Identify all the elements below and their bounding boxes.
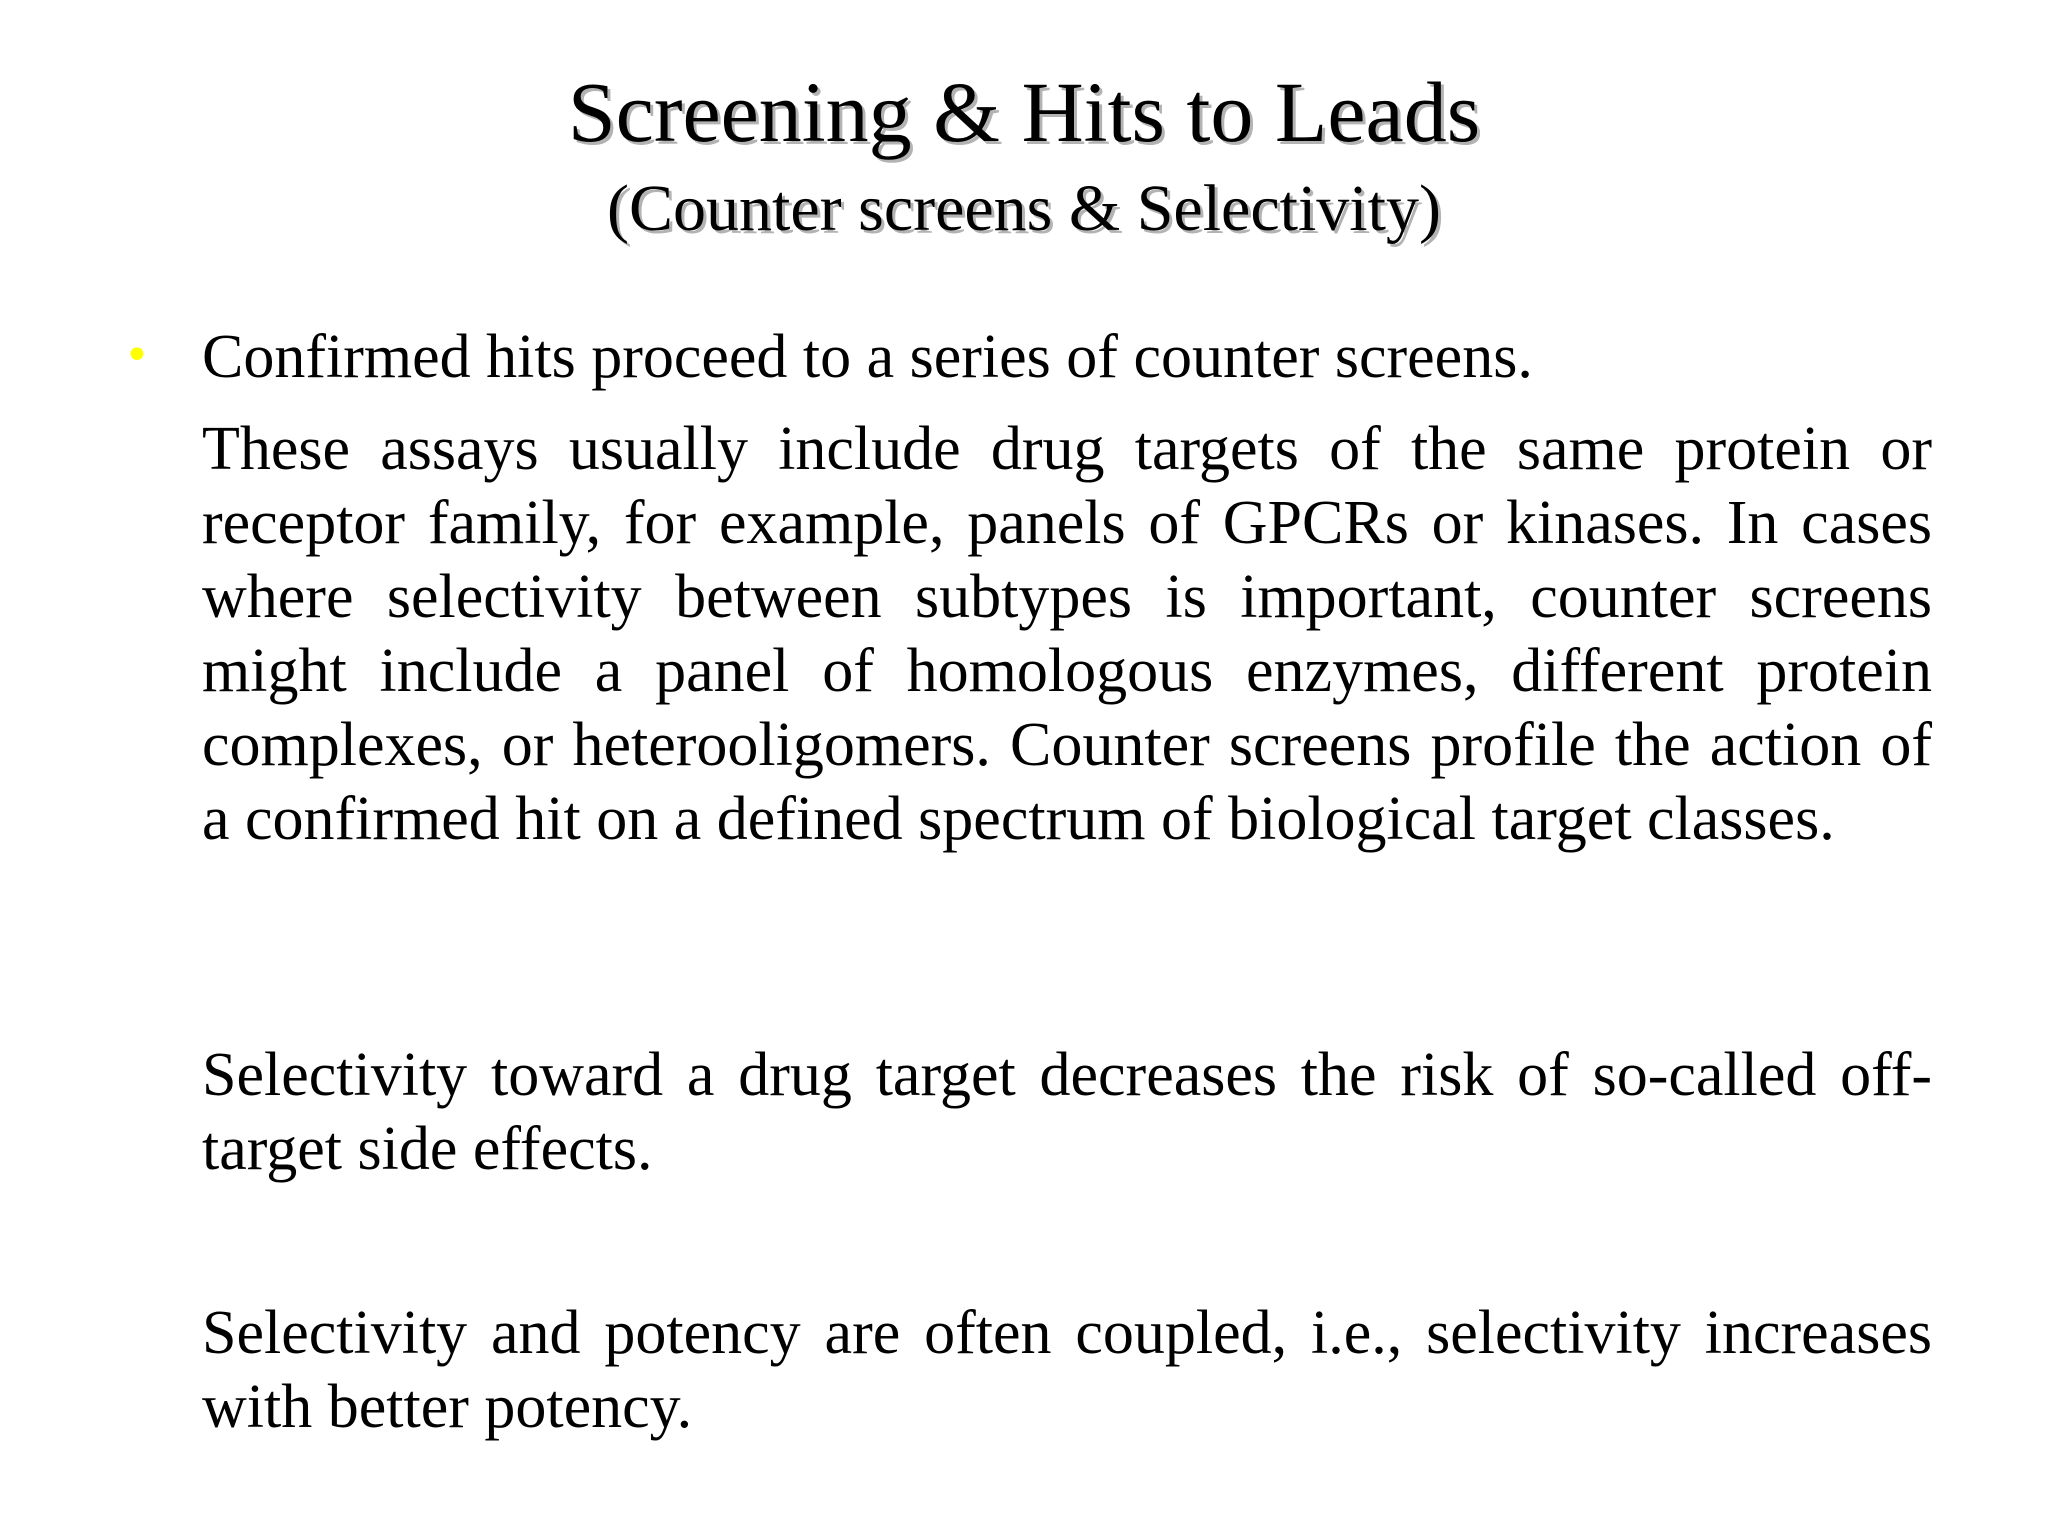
paragraph-selectivity-risk: Selectivity toward a drug target decreases the risk of so-called off-target side effects. — [202, 1041, 1932, 1183]
slide-title: Screening & Hits to Leads — [567, 64, 1481, 160]
slide-title-block — [0, 58, 2048, 252]
paragraph-assays: These assays usually include drug targets of the same protein or receptor family, for example, panels of GPCRs or kinases. In cases where selectivity between subtypes is important, counter screens might include a panel of homologous enzymes, different protein complexes, or heterooligomers. Counter screens profile the action of a confirmed hit on a defined spectrum of biological target classes. — [202, 415, 1932, 853]
slide-subtitle: (Counter screens & Selectivity) — [607, 172, 1441, 245]
paragraph-selectivity-potency: Selectivity and potency are often coupled, i.e., selectivity increases with better potency. — [202, 1299, 1932, 1441]
paragraph-confirmed-hits: Confirmed hits proceed to a series of counter screens. — [202, 323, 1533, 391]
bullet-point-icon: • — [124, 330, 150, 381]
